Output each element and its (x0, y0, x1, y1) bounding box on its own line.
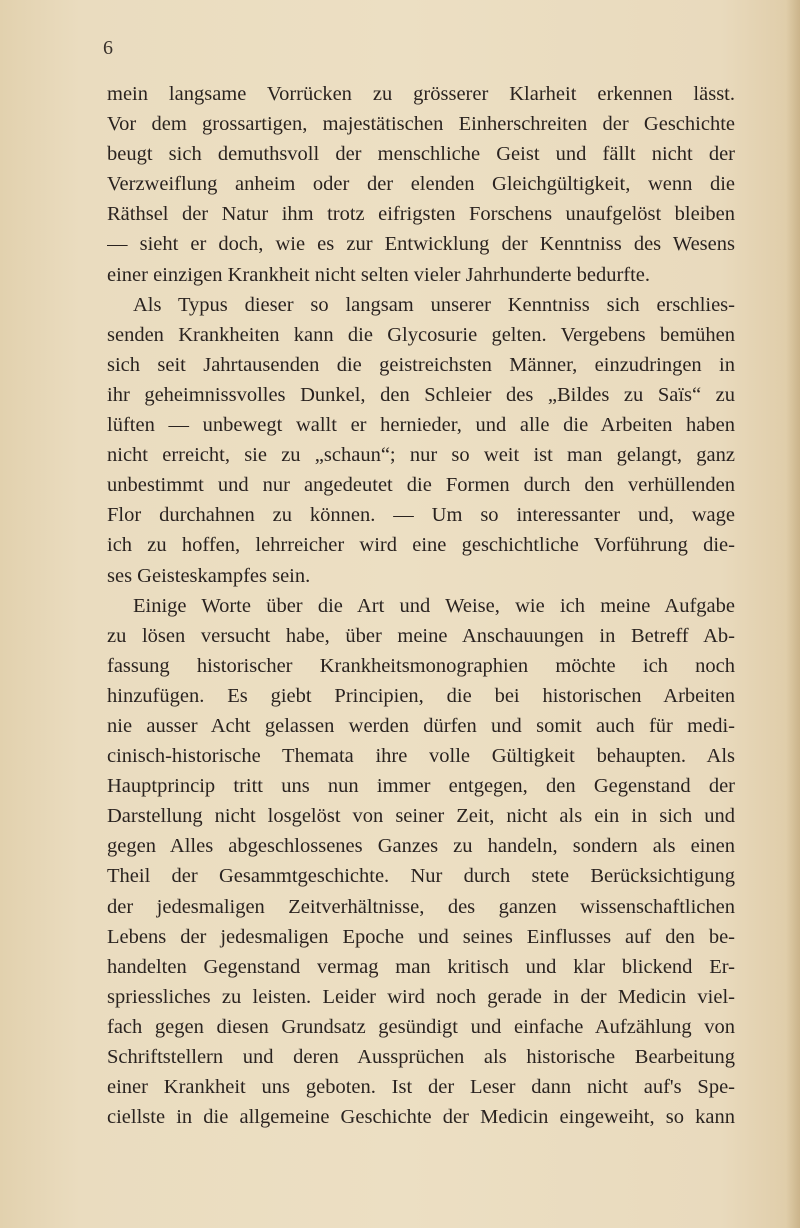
text-line: ihr geheimnissvolles Dunkel, den Schleier des „Bildes zu Saïs“ zu (107, 383, 735, 406)
text-line: Schriftstellern und deren Aussprüchen als historische Bearbeitung (107, 1046, 735, 1068)
text-line: Hauptprincip tritt uns nun immer entgegen, den Gegenstand der (107, 775, 735, 798)
text-line: nicht erreicht, sie zu „schaun“; nur so weit ist man gelangt, ganz (107, 444, 735, 467)
page-edge-shading (786, 0, 800, 1228)
text-line: Als Typus dieser so langsam unserer Kenntniss sich erschlies- (133, 293, 735, 316)
text-line: Verzweiflung anheim oder der elenden Gleichgültigkeit, wenn die (107, 173, 735, 196)
text-line: fassung historischer Krankheitsmonographien möchte ich noch (107, 654, 735, 677)
text-line: einer Krankheit uns geboten. Ist der Leser dann nicht auf's Spe- (107, 1076, 735, 1099)
text-line: lüften — unbewegt wallt er hernieder, und alle die Arbeiten haben (107, 414, 735, 437)
text-line: der jedesmaligen Zeitverhältnisse, des ganzen wissenschaftlichen (107, 895, 735, 918)
text-line: Einige Worte über die Art und Weise, wie ich meine Aufgabe (133, 594, 735, 617)
text-line: Theil der Gesammtgeschichte. Nur durch stete Berücksichtigung (107, 865, 735, 888)
text-line: Vor dem grossartigen, majestätischen Einherschreiten der Geschichte (107, 113, 735, 136)
text-line: ich zu hoffen, lehrreicher wird eine geschichtliche Vorführung die- (107, 534, 735, 557)
text-line: Darstellung nicht losgelöst von seiner Zeit, nicht als ein in sich und (107, 805, 735, 828)
text-line: ciellste in die allgemeine Geschichte der Medicin eingeweiht, so kann (107, 1106, 735, 1129)
text-line: beugt sich demuthsvoll der menschliche Geist und fällt nicht der (107, 143, 735, 166)
text-line: Flor durchahnen zu können. — Um so interessanter und, wage (107, 504, 735, 527)
text-line: sich seit Jahrtausenden die geistreichsten Männer, einzudringen in (107, 353, 735, 376)
text-line: handelten Gegenstand vermag man kritisch und klar blickend Er- (107, 955, 735, 978)
text-line: unbestimmt und nur angedeutet die Formen durch den verhüllenden (107, 474, 735, 497)
text-line: Lebens der jedesmaligen Epoche und seines Einflusses auf den be- (107, 925, 735, 948)
text-line: spriessliches zu leisten. Leider wird noch gerade in der Medicin viel- (107, 985, 735, 1008)
body-text (107, 79, 735, 1132)
text-line: ses Geisteskampfes sein. (107, 564, 311, 587)
text-line: cinisch-historische Themata ihre volle Gültigkeit behaupten. Als (107, 745, 735, 768)
text-line: — sieht er doch, wie es zur Entwicklung der Kenntniss des Wesens (107, 233, 735, 256)
text-line: hinzufügen. Es giebt Principien, die bei historischen Arbeiten (107, 684, 735, 707)
text-line: nie ausser Acht gelassen werden dürfen und somit auch für medi- (107, 714, 735, 737)
text-line: senden Krankheiten kann die Glycosurie gelten. Vergebens bemühen (107, 323, 735, 346)
text-line: einer einzigen Krankheit nicht selten vieler Jahrhunderte bedurfte. (107, 263, 651, 286)
text-line: fach gegen diesen Grundsatz gesündigt und einfache Aufzählung von (107, 1015, 735, 1038)
text-line: zu lösen versucht habe, über meine Anschauungen in Betreff Ab- (107, 624, 735, 647)
text-line: mein langsame Vorrücken zu grösserer Klarheit erkennen lässt. (107, 83, 735, 105)
page-number: 6 (103, 37, 113, 59)
text-line: gegen Alles abgeschlossenes Ganzes zu handeln, sondern als einen (107, 835, 735, 858)
text-line: Räthsel der Natur ihm trotz eifrigsten Forschens unaufgelöst bleiben (107, 203, 735, 226)
